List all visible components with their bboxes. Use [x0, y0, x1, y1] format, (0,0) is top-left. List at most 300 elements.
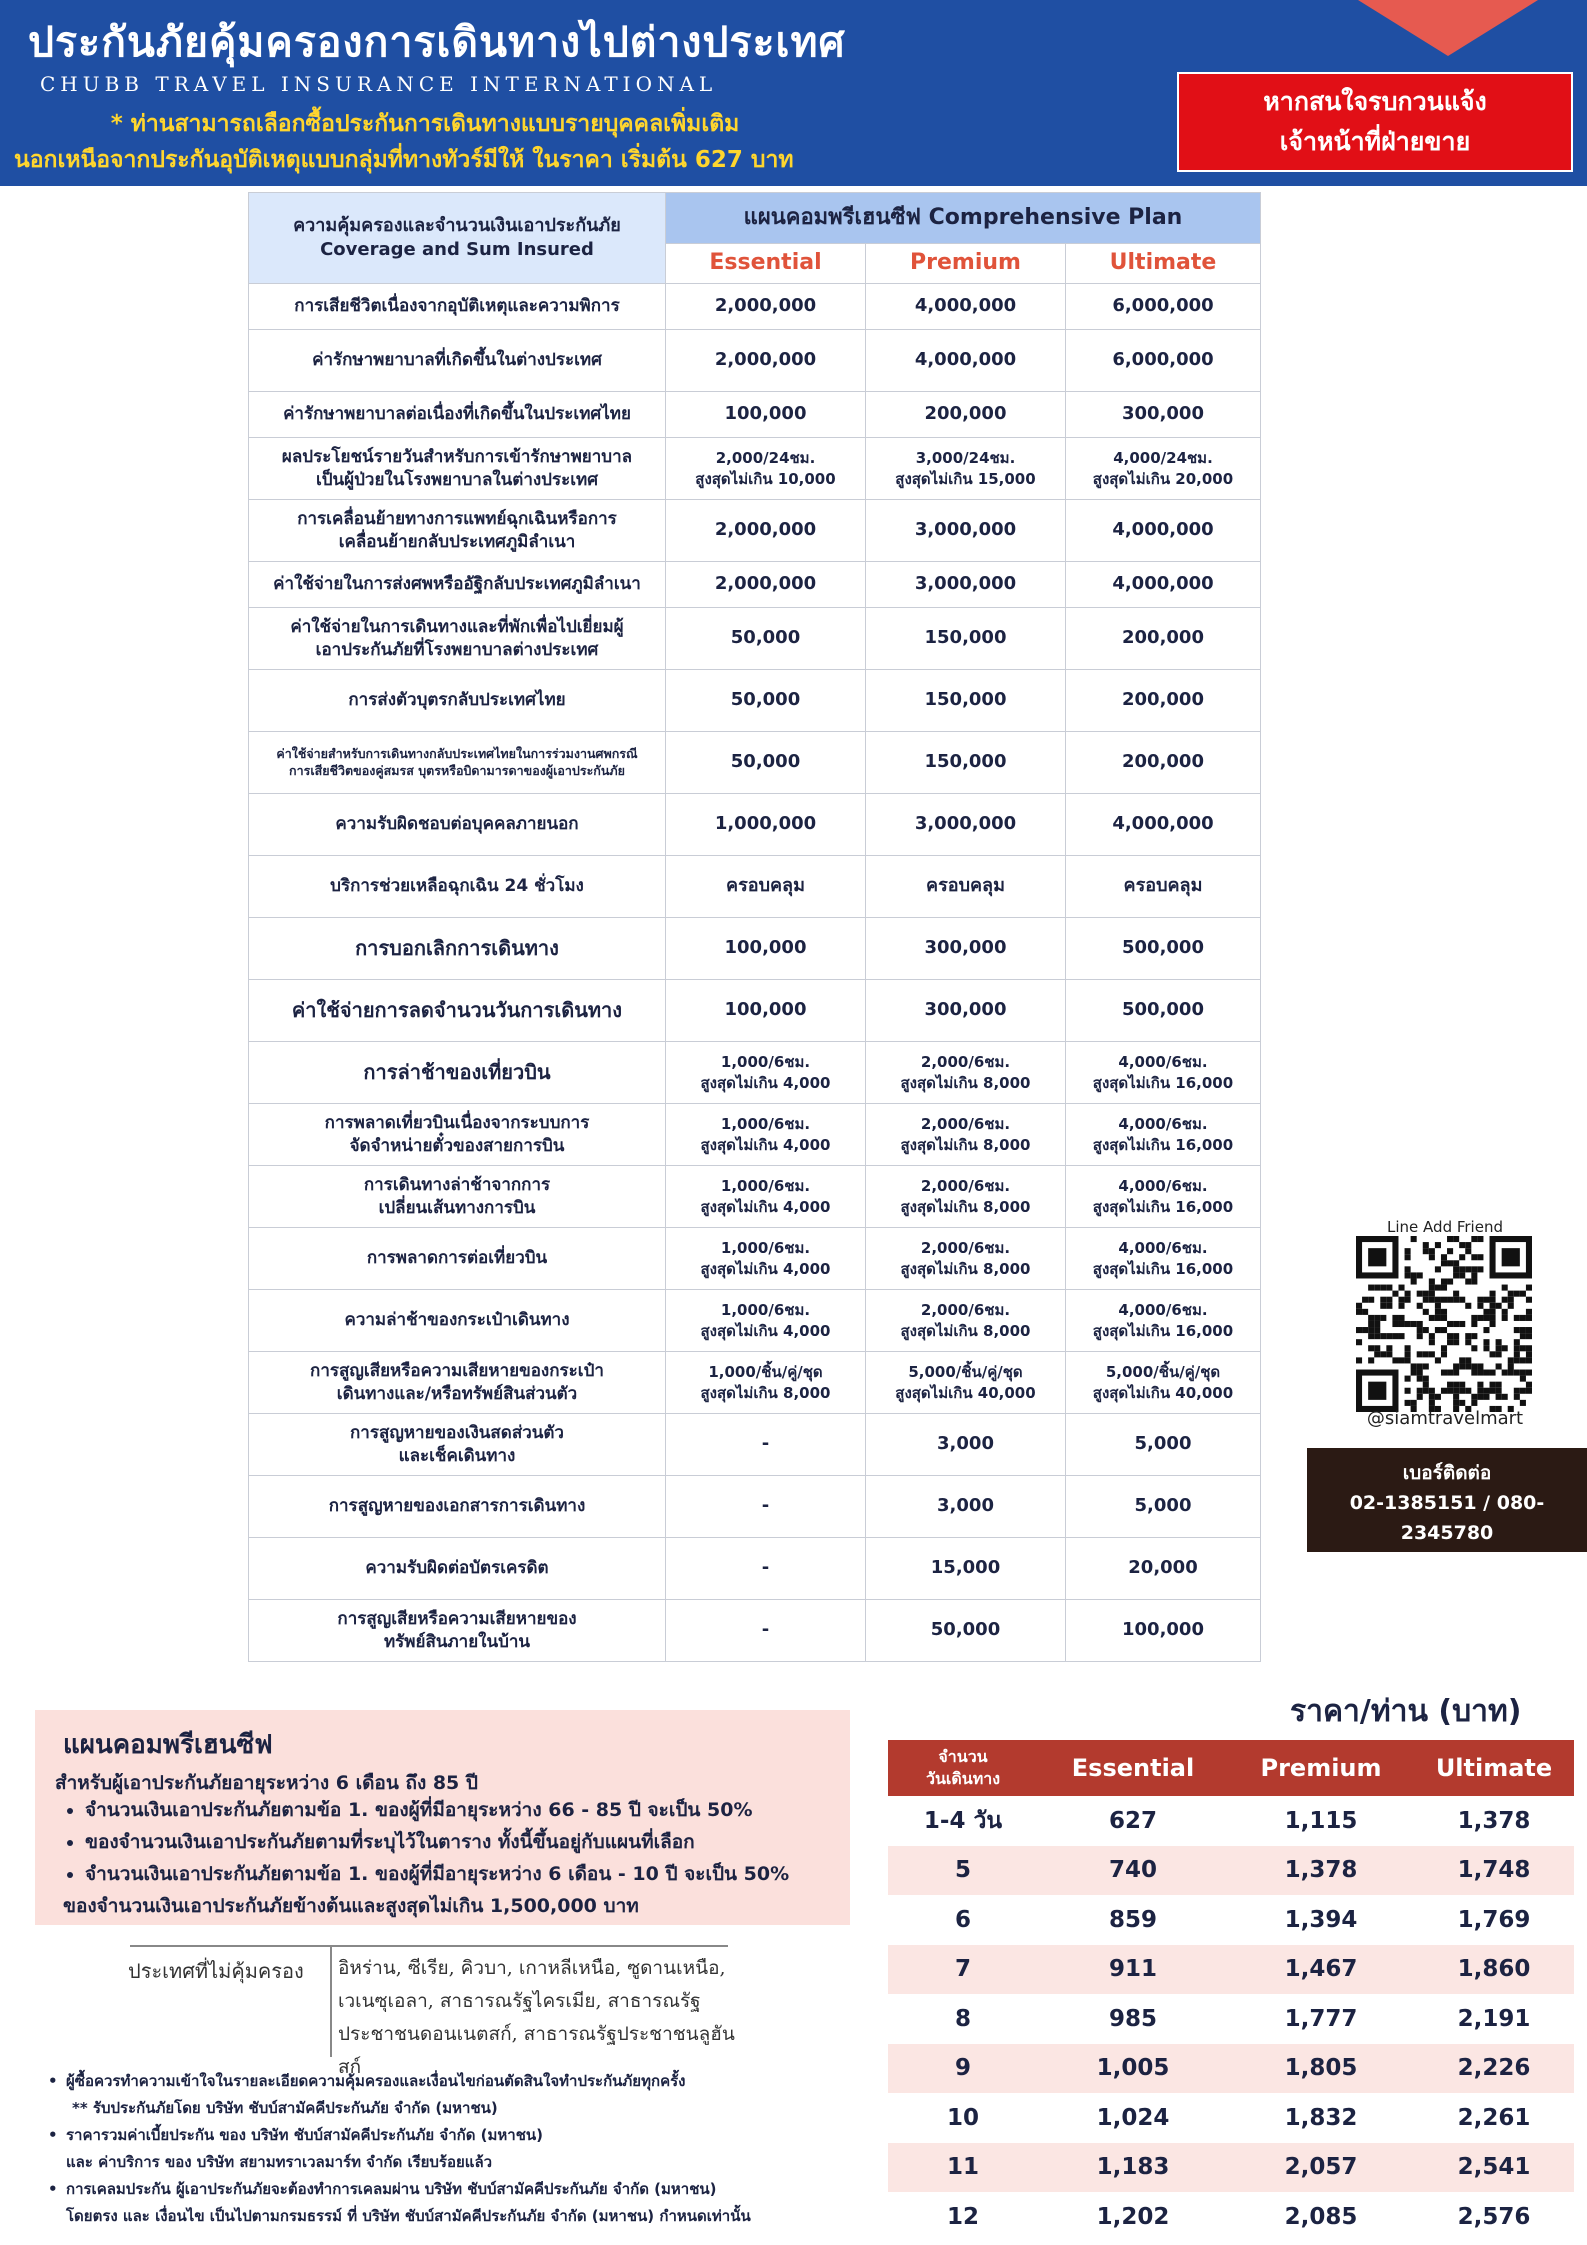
price-premium: 1,378	[1228, 1846, 1414, 1896]
footnote-text: การเคลมประกัน ผู้เอาประกันภัยจะต้องทำการเคลมผ่าน บริษัท ชับบ์สามัคคีประกันภัย จำกัด (มหาชน)	[66, 2180, 717, 2198]
qr-handle: @siamtravelmart	[1366, 1408, 1524, 1429]
price-ultimate: 1,378	[1457, 1807, 1531, 1834]
contact-heading: เบอร์ติดต่อ	[1402, 1462, 1492, 1484]
price-premium: 2,057	[1228, 2143, 1414, 2193]
coverage-value-essential	[666, 1600, 866, 1662]
coverage-row	[249, 980, 1261, 1042]
coverage-value-line: 2,000,000	[714, 349, 817, 371]
coverage-value-line: สูงสุดไม่เกิน 15,000	[895, 469, 1036, 488]
coverage-value-ultimate	[1066, 500, 1261, 562]
coverage-value-premium	[866, 918, 1066, 980]
coverage-value-line: สูงสุดไม่เกิน 16,000	[1092, 1259, 1234, 1278]
footnote-text: ผู้ซื้อควรทำความเข้าใจในรายละเอียดความคุ้มครองและเงื่อนไขก่อนตัดสินใจทำประกันภัยทุกครั้ง	[66, 2072, 686, 2090]
coverage-label-line: การพลาดเที่ยวบินเนื่องจากระบบการ	[324, 1112, 590, 1133]
coverage-value-line: 100,000	[724, 937, 807, 959]
line-qr-code[interactable]	[1356, 1236, 1532, 1412]
footnotes	[44, 2068, 884, 2230]
contact-sales-callout	[1177, 72, 1573, 172]
coverage-value-line: 500,000	[1122, 937, 1204, 959]
coverage-value-line: สูงสุดไม่เกิน 4,000	[700, 1073, 831, 1092]
coverage-value-line: สูงสุดไม่เกิน 4,000	[700, 1259, 831, 1278]
price-days: 11	[888, 2143, 1038, 2193]
price-col-days-1: จำนวน	[938, 1747, 988, 1766]
coverage-value-premium	[866, 1476, 1066, 1538]
coverage-value-line: 2,000/6ชม.	[920, 1177, 1011, 1196]
coverage-row	[249, 856, 1261, 918]
coverage-label	[249, 1104, 666, 1166]
coverage-value-line: สูงสุดไม่เกิน 8,000	[900, 1073, 1031, 1092]
price-essential: 740	[1038, 1846, 1228, 1896]
coverage-row	[249, 1290, 1261, 1352]
coverage-label	[249, 1290, 666, 1352]
price-essential: 1,202	[1096, 2203, 1170, 2230]
coverage-value-essential	[666, 1538, 866, 1600]
notes-item-text: จำนวนเงินเอาประกันภัยตามข้อ 1. ของผู้ที่มีอายุระหว่าง 6 เดือน - 10 ปี จะเป็น 50%	[85, 1863, 790, 1885]
coverage-value-ultimate	[1066, 438, 1261, 500]
price-row	[888, 2044, 1574, 2094]
coverage-label-line: ความรับผิดชอบต่อบุคคลภายนอก	[335, 814, 579, 835]
contact-sales-line-2: เจ้าหน้าที่ฝ่ายขาย	[1279, 127, 1471, 156]
coverage-value-essential	[666, 438, 866, 500]
coverage-value-premium	[866, 1166, 1066, 1228]
price-row	[888, 1846, 1574, 1896]
coverage-label-line: การเคลื่อนย้ายทางการแพทย์ฉุกเฉินหรือการ	[297, 508, 617, 529]
coverage-value-line: ครอบคลุม	[1123, 875, 1203, 897]
coverage-value-line: 100,000	[724, 403, 807, 425]
coverage-value-line: สูงสุดไม่เกิน 10,000	[695, 469, 836, 488]
coverage-header	[249, 193, 666, 284]
notes-list	[63, 1794, 855, 1922]
price-ultimate: 1,860	[1414, 1945, 1574, 1995]
price-ultimate: 1,769	[1457, 1906, 1531, 1933]
coverage-value-line: 300,000	[924, 999, 1007, 1021]
qr-label: Line Add Friend	[1387, 1218, 1503, 1236]
coverage-value-line: -	[761, 1619, 770, 1641]
coverage-value-line: 2,000,000	[714, 573, 817, 595]
coverage-value-line: 4,000/6ชม.	[1118, 1177, 1208, 1196]
price-premium: 1,832	[1284, 2104, 1358, 2131]
divider	[330, 1947, 332, 2057]
price-days: 5	[888, 1846, 1038, 1896]
coverage-row	[249, 438, 1261, 500]
notes-item: • จำนวนเงินเอาประกันภัยตามข้อ 1. ของผู้ที่มีอายุระหว่าง 66 - 85 ปี จะเป็น 50%	[85, 1794, 855, 1826]
price-ultimate: 2,191	[1457, 2005, 1531, 2032]
footnote: • ผู้ซื้อควรทำความเข้าใจในรายละเอียดความคุ้มครองและเงื่อนไขก่อนตัดสินใจทำประกันภัยทุกครั้ง	[48, 2072, 686, 2090]
coverage-value-ultimate	[1066, 392, 1261, 438]
coverage-label-line: ค่ารักษาพยาบาลที่เกิดขึ้นในต่างประเทศ	[312, 350, 602, 371]
coverage-value-essential	[666, 980, 866, 1042]
coverage-value-line: 5,000	[1134, 1495, 1192, 1517]
excluded-countries-line: เวเนซุเอลา, สาธารณรัฐไครเมีย, สาธารณรัฐ	[338, 1990, 701, 2012]
notes-subtitle: สำหรับผู้เอาประกันภัยอายุระหว่าง 6 เดือน ถึง 85 ปี	[55, 1772, 478, 1794]
coverage-value-line: 1,000/6ชม.	[720, 1115, 811, 1134]
coverage-value-line: 50,000	[930, 1619, 1001, 1641]
coverage-value-line: 4,000/6ชม.	[1118, 1115, 1208, 1134]
coverage-label-line: การเดินทางล่าช้าจากการ	[363, 1174, 551, 1195]
coverage-value-line: 20,000	[1128, 1557, 1198, 1579]
coverage-label	[249, 500, 666, 562]
coverage-value-line: 3,000	[937, 1495, 994, 1517]
coverage-value-premium	[866, 1042, 1066, 1104]
coverage-label	[249, 856, 666, 918]
coverage-value-premium	[866, 1538, 1066, 1600]
coverage-label	[249, 1352, 666, 1414]
coverage-value-premium	[866, 670, 1066, 732]
coverage-value-ultimate	[1066, 562, 1261, 608]
coverage-value-line: 3,000,000	[914, 573, 1017, 595]
price-days: 10	[946, 2104, 979, 2131]
price-premium: 1,467	[1228, 1945, 1414, 1995]
coverage-value-ultimate	[1066, 856, 1261, 918]
excluded-countries-list	[338, 1952, 738, 2084]
price-col-days-2: วันเดินทาง	[925, 1769, 1001, 1788]
coverage-value-line: สูงสุดไม่เกิน 8,000	[700, 1383, 831, 1402]
coverage-value-line: สูงสุดไม่เกิน 40,000	[1092, 1383, 1234, 1402]
coverage-value-line: 5,000	[1134, 1433, 1192, 1455]
footnote: • ราคารวมค่าเบี้ยประกัน ของ บริษัท ชับบ์สามัคคีประกันภัย จำกัด (มหาชน)	[48, 2126, 544, 2144]
coverage-value-line: 200,000	[1122, 689, 1204, 711]
coverage-value-premium	[866, 980, 1066, 1042]
coverage-row	[249, 500, 1261, 562]
price-row	[888, 2093, 1574, 2143]
coverage-label-line: บริการช่วยเหลือฉุกเฉิน 24 ชั่วโมง	[330, 876, 584, 897]
coverage-value-line: สูงสุดไม่เกิน 4,000	[700, 1135, 831, 1154]
coverage-label-line: ค่าใช้จ่ายในการส่งศพหรืออัฐิกลับประเทศภูมิลำเนา	[273, 574, 641, 595]
coverage-row	[249, 1476, 1261, 1538]
contact-phones: 02-1385151 / 080-2345780	[1349, 1492, 1545, 1544]
coverage-value-premium	[866, 732, 1066, 794]
coverage-value-line: 2,000,000	[714, 295, 817, 317]
coverage-label-line: ค่าใช้จ่ายในการเดินทางและที่พักเพื่อไปเยี่ยมผู้	[290, 616, 624, 637]
coverage-value-ultimate	[1066, 1042, 1261, 1104]
header-note-1: * ท่านสามารถเลือกซื้อประกันการเดินทางแบบรายบุคคลเพิ่มเติม	[110, 111, 740, 137]
coverage-value-ultimate	[1066, 1228, 1261, 1290]
coverage-label-line: เอาประกันภัยที่โรงพยาบาลต่างประเทศ	[315, 639, 599, 660]
coverage-value-line: 200,000	[1122, 627, 1204, 649]
coverage-label-line: ค่ารักษาพยาบาลต่อเนื่องที่เกิดขึ้นในประเทศไทย	[283, 404, 631, 425]
price-row	[888, 2143, 1574, 2193]
coverage-value-premium	[866, 794, 1066, 856]
coverage-value-line: 2,000/24ชม.	[715, 449, 816, 468]
coverage-label-line: การสูญเสียหรือความเสียหายของกระเป๋า	[310, 1360, 604, 1381]
coverage-label	[249, 918, 666, 980]
coverage-label	[249, 330, 666, 392]
coverage-value-premium	[866, 1600, 1066, 1662]
coverage-value-line: -	[761, 1433, 770, 1455]
divider	[130, 1945, 728, 1947]
price-premium: 1,777	[1284, 2005, 1358, 2032]
coverage-value-line: 4,000,000	[914, 349, 1017, 371]
coverage-label-line: ความล่าช้าของกระเป๋าเดินทาง	[344, 1310, 570, 1331]
coverage-row	[249, 1414, 1261, 1476]
price-ultimate: 1,748	[1414, 1846, 1574, 1896]
contact-line-id: Line : @siamtravelmart	[1322, 1552, 1572, 1574]
price-row	[888, 1895, 1574, 1945]
excluded-countries-label: ประเทศที่ไม่คุ้มครอง	[128, 1959, 304, 1983]
coverage-label	[249, 562, 666, 608]
coverage-value-line: 300,000	[924, 937, 1007, 959]
coverage-value-line: 50,000	[730, 751, 801, 773]
coverage-row	[249, 732, 1261, 794]
coverage-value-premium	[866, 500, 1066, 562]
footnote-cont: ** รับประกันภัยโดย บริษัท ชับบ์สามัคคีประกันภัย จำกัด (มหาชน)	[72, 2099, 498, 2117]
coverage-label	[249, 670, 666, 732]
coverage-label	[249, 1042, 666, 1104]
price-days: 12	[946, 2203, 979, 2230]
coverage-value-line: สูงสุดไม่เกิน 16,000	[1092, 1135, 1234, 1154]
coverage-value-essential	[666, 1414, 866, 1476]
coverage-value-essential	[666, 392, 866, 438]
coverage-value-line: 6,000,000	[1112, 295, 1214, 317]
coverage-value-premium	[866, 438, 1066, 500]
coverage-label	[249, 794, 666, 856]
coverage-row	[249, 284, 1261, 330]
coverage-row	[249, 608, 1261, 670]
price-ultimate: 2,576	[1457, 2203, 1531, 2230]
price-ultimate: 2,226	[1414, 2044, 1574, 2094]
coverage-value-line: 4,000/6ชม.	[1118, 1239, 1208, 1258]
coverage-header-th: ความคุ้มครองและจำนวนเงินเอาประกันภัย	[293, 214, 621, 236]
price-rows	[888, 1796, 1574, 2242]
price-premium: 1,394	[1284, 1906, 1358, 1933]
price-col-essential: Essential	[1038, 1740, 1228, 1796]
coverage-value-line: สูงสุดไม่เกิน 8,000	[900, 1321, 1031, 1340]
coverage-value-line: สูงสุดไม่เกิน 8,000	[900, 1259, 1031, 1278]
price-days: 1-4 วัน	[923, 1807, 1003, 1834]
coverage-value-ultimate	[1066, 794, 1261, 856]
coverage-value-line: 4,000,000	[1112, 519, 1214, 541]
coverage-row	[249, 330, 1261, 392]
coverage-value-premium	[866, 856, 1066, 918]
coverage-label-line: การเสียชีวิตของคู่สมรส บุตรหรือบิดามารดาของผู้เอาประกันภัย	[289, 762, 625, 778]
coverage-value-essential	[666, 330, 866, 392]
coverage-value-line: 1,000/6ชม.	[720, 1177, 811, 1196]
coverage-value-line: 100,000	[724, 999, 807, 1021]
coverage-value-line: สูงสุดไม่เกิน 8,000	[900, 1135, 1031, 1154]
coverage-value-line: 300,000	[1122, 403, 1204, 425]
footnote-cont: โดยตรง และ เงื่อนไข เป็นไปตามกรมธรรม์ ที่ บริษัท ชับบ์สามัคคีประกันภัย จำกัด (มหาชน) กำหนดเท่านั้น	[66, 2207, 751, 2225]
coverage-value-line: 3,000/24ชม.	[915, 449, 1016, 468]
coverage-label-line: การส่งตัวบุตรกลับประเทศไทย	[348, 690, 566, 711]
coverage-value-premium	[866, 1414, 1066, 1476]
coverage-value-line: 3,000	[937, 1433, 994, 1455]
coverage-value-ultimate	[1066, 1166, 1261, 1228]
coverage-label	[249, 1228, 666, 1290]
coverage-value-line: 1,000/6ชม.	[720, 1301, 811, 1320]
coverage-value-line: สูงสุดไม่เกิน 16,000	[1092, 1073, 1234, 1092]
coverage-row	[249, 562, 1261, 608]
coverage-label-line: ค่าใช้จ่ายการลดจำนวนวันการเดินทาง	[291, 998, 623, 1022]
coverage-value-essential	[666, 608, 866, 670]
coverage-label-line: ทรัพย์สินภายในบ้าน	[383, 1631, 531, 1652]
coverage-value-essential	[666, 732, 866, 794]
coverage-label	[249, 1414, 666, 1476]
coverage-value-line: 200,000	[924, 403, 1007, 425]
coverage-label	[249, 438, 666, 500]
notes-item-text-cont: ของจำนวนเงินเอาประกันภัยข้างต้นและสูงสุดไม่เกิน 1,500,000 บาท	[63, 1895, 639, 1917]
excluded-countries-line: อิหร่าน, ซีเรีย, คิวบา, เกาหลีเหนือ, ซูดานเหนือ,	[338, 1957, 726, 1979]
coverage-value-line: 1,000,000	[714, 813, 817, 835]
page-title: ประกันภัยคุ้มครองการเดินทางไปต่างประเทศ	[28, 18, 846, 66]
coverage-label-line: เปลี่ยนเส้นทางการบิน	[378, 1197, 536, 1218]
price-days: 7	[888, 1945, 1038, 1995]
price-col-ultimate: Ultimate	[1414, 1740, 1574, 1796]
notes-item: • ของจำนวนเงินเอาประกันภัยตามที่ระบุไว้ในตาราง ทั้งนี้ขึ้นอยู่กับแผนที่เลือก	[85, 1826, 855, 1858]
price-essential: 911	[1038, 1945, 1228, 1995]
coverage-value-line: สูงสุดไม่เกิน 4,000	[700, 1197, 831, 1216]
coverage-value-ultimate	[1066, 608, 1261, 670]
coverage-label	[249, 732, 666, 794]
coverage-value-line: 150,000	[924, 689, 1007, 711]
coverage-value-line: 500,000	[1122, 999, 1204, 1021]
coverage-label-line: การบอกเลิกการเดินทาง	[355, 936, 559, 960]
coverage-value-line: สูงสุดไม่เกิน 16,000	[1092, 1197, 1234, 1216]
coverage-value-line: 2,000/6ชม.	[920, 1115, 1011, 1134]
coverage-value-essential	[666, 1104, 866, 1166]
coverage-label-line: การสูญเสียหรือความเสียหายของ	[337, 1608, 577, 1629]
coverage-value-ultimate	[1066, 1290, 1261, 1352]
coverage-label-line: ค่าใช้จ่ายสำหรับการเดินทางกลับประเทศไทยในการร่วมงานศพกรณี	[276, 745, 638, 761]
coverage-value-ultimate	[1066, 670, 1261, 732]
coverage-value-line: 1,000/6ชม.	[720, 1239, 811, 1258]
coverage-value-line: 50,000	[730, 627, 801, 649]
price-essential: 627	[1108, 1807, 1157, 1834]
coverage-label-line: การพลาดการต่อเที่ยวบิน	[366, 1248, 548, 1269]
price-essential: 1,024	[1096, 2104, 1170, 2131]
tier-premium: Premium	[866, 243, 1066, 283]
coverage-value-essential	[666, 856, 866, 918]
coverage-value-line: 6,000,000	[1112, 349, 1214, 371]
coverage-value-line: 4,000,000	[1112, 813, 1214, 835]
coverage-value-line: สูงสุดไม่เกิน 8,000	[900, 1197, 1031, 1216]
tier-essential: Essential	[666, 243, 866, 283]
price-premium: 1,805	[1228, 2044, 1414, 2094]
coverage-value-essential	[666, 284, 866, 330]
coverage-value-line: 1,000/6ชม.	[720, 1053, 811, 1072]
coverage-value-premium	[866, 608, 1066, 670]
price-ultimate: 2,261	[1457, 2104, 1531, 2131]
coverage-value-line: 150,000	[924, 627, 1007, 649]
coverage-label-line: เดินทางและ/หรือทรัพย์สินส่วนตัว	[336, 1383, 578, 1404]
coverage-value-ultimate	[1066, 1600, 1261, 1662]
corner-decoration	[1358, 0, 1538, 56]
footnote-cont: และ ค่าบริการ ของ บริษัท สยามทราเวลมาร์ท จำกัด เรียบร้อยแล้ว	[66, 2153, 493, 2171]
price-days: 9	[888, 2044, 1038, 2094]
coverage-value-premium	[866, 1352, 1066, 1414]
coverage-value-line: 5,000/ชิ้น/คู่/ชุด	[908, 1363, 1023, 1382]
coverage-label-line: เป็นผู้ป่วยในโรงพยาบาลในต่างประเทศ	[315, 469, 599, 490]
coverage-value-line: 5,000/ชิ้น/คู่/ชุด	[1105, 1363, 1221, 1382]
page-subtitle: CHUBB TRAVEL INSURANCE INTERNATIONAL	[40, 72, 718, 96]
coverage-value-line: สูงสุดไม่เกิน 4,000	[700, 1321, 831, 1340]
coverage-value-line: 4,000/6ชม.	[1118, 1053, 1208, 1072]
coverage-value-premium	[866, 1104, 1066, 1166]
price-col-premium: Premium	[1228, 1740, 1414, 1796]
coverage-value-ultimate	[1066, 284, 1261, 330]
coverage-value-ultimate	[1066, 1104, 1261, 1166]
coverage-value-line: สูงสุดไม่เกิน 40,000	[895, 1383, 1036, 1402]
coverage-value-essential	[666, 1476, 866, 1538]
coverage-label-line: และเช็คเดินทาง	[398, 1445, 516, 1466]
price-row	[888, 2192, 1574, 2242]
coverage-row	[249, 392, 1261, 438]
coverage-row	[249, 1042, 1261, 1104]
coverage-value-line: 4,000,000	[914, 295, 1017, 317]
price-days: 8	[954, 2005, 971, 2032]
coverage-row	[249, 1104, 1261, 1166]
price-days: 6	[954, 1906, 971, 1933]
coverage-value-essential	[666, 918, 866, 980]
coverage-value-ultimate	[1066, 1414, 1261, 1476]
coverage-value-line: 200,000	[1122, 751, 1204, 773]
coverage-value-line: 4,000/6ชม.	[1118, 1301, 1208, 1320]
coverage-value-essential	[666, 1166, 866, 1228]
coverage-row	[249, 794, 1261, 856]
coverage-value-ultimate	[1066, 1476, 1261, 1538]
price-row	[888, 1796, 1574, 1846]
coverage-value-line: 4,000/24ชม.	[1113, 449, 1213, 468]
coverage-value-line: สูงสุดไม่เกิน 16,000	[1092, 1321, 1234, 1340]
contact-sales-line-1: หากสนใจรบกวนแจ้ง	[1263, 87, 1487, 116]
coverage-value-line: 15,000	[930, 1557, 1001, 1579]
coverage-value-line: 1,000/ชิ้น/คู่/ชุด	[708, 1363, 823, 1382]
coverage-value-line: 2,000/6ชม.	[920, 1239, 1011, 1258]
price-essential: 1,005	[1038, 2044, 1228, 2094]
coverage-value-essential	[666, 1228, 866, 1290]
coverage-row	[249, 1352, 1261, 1414]
coverage-label	[249, 1538, 666, 1600]
price-row	[888, 1994, 1574, 2044]
coverage-value-premium	[866, 284, 1066, 330]
coverage-label-line: จัดจำหน่ายตั๋วของสายการบิน	[349, 1135, 565, 1156]
plan-notes-box	[35, 1710, 850, 1925]
price-ultimate: 2,541	[1414, 2143, 1574, 2193]
coverage-value-line: 50,000	[730, 689, 801, 711]
header-note-2: นอกเหนือจากประกันอุบัติเหตุแบบกลุ่มที่ทางทัวร์มีให้ ในราคา เริ่มต้น 627 บาท	[14, 147, 794, 173]
coverage-label-line: ความรับผิดต่อบัตรเครดิต	[365, 1558, 549, 1579]
coverage-row	[249, 1600, 1261, 1662]
price-table	[888, 1740, 1574, 2242]
coverage-label	[249, 1476, 666, 1538]
coverage-label	[249, 608, 666, 670]
coverage-row	[249, 670, 1261, 732]
coverage-value-line: 3,000,000	[914, 519, 1017, 541]
coverage-label-line: การเสียชีวิตเนื่องจากอุบัติเหตุและความพิการ	[294, 296, 620, 317]
coverage-row	[249, 1228, 1261, 1290]
coverage-label	[249, 1166, 666, 1228]
coverage-value-essential	[666, 1042, 866, 1104]
coverage-value-premium	[866, 392, 1066, 438]
coverage-value-premium	[866, 330, 1066, 392]
coverage-label-line: ผลประโยชน์รายวันสำหรับการเข้ารักษาพยาบาล	[281, 446, 633, 467]
excluded-countries-line: ประชาชนดอนเนตสก์, สาธารณรัฐประชาชนลูฮันสก์	[338, 2023, 735, 2078]
coverage-value-essential	[666, 1290, 866, 1352]
coverage-row	[249, 1166, 1261, 1228]
notes-title: แผนคอมพรีเฮนซีฟ	[63, 1730, 273, 1760]
coverage-value-essential	[666, 1352, 866, 1414]
footnote-text: ราคารวมค่าเบี้ยประกัน ของ บริษัท ชับบ์สามัคคีประกันภัย จำกัด (มหาชน)	[66, 2126, 544, 2144]
coverage-value-line: 4,000,000	[1112, 573, 1214, 595]
coverage-value-line: 100,000	[1122, 1619, 1204, 1641]
coverage-value-line: ครอบคลุม	[726, 875, 805, 897]
coverage-value-ultimate	[1066, 1352, 1261, 1414]
coverage-header-en: Coverage and Sum Insured	[320, 239, 594, 260]
coverage-value-ultimate	[1066, 918, 1261, 980]
price-essential: 859	[1108, 1906, 1157, 1933]
coverage-value-line: 150,000	[924, 751, 1007, 773]
coverage-value-line: -	[761, 1495, 770, 1517]
coverage-rows	[249, 284, 1261, 1662]
